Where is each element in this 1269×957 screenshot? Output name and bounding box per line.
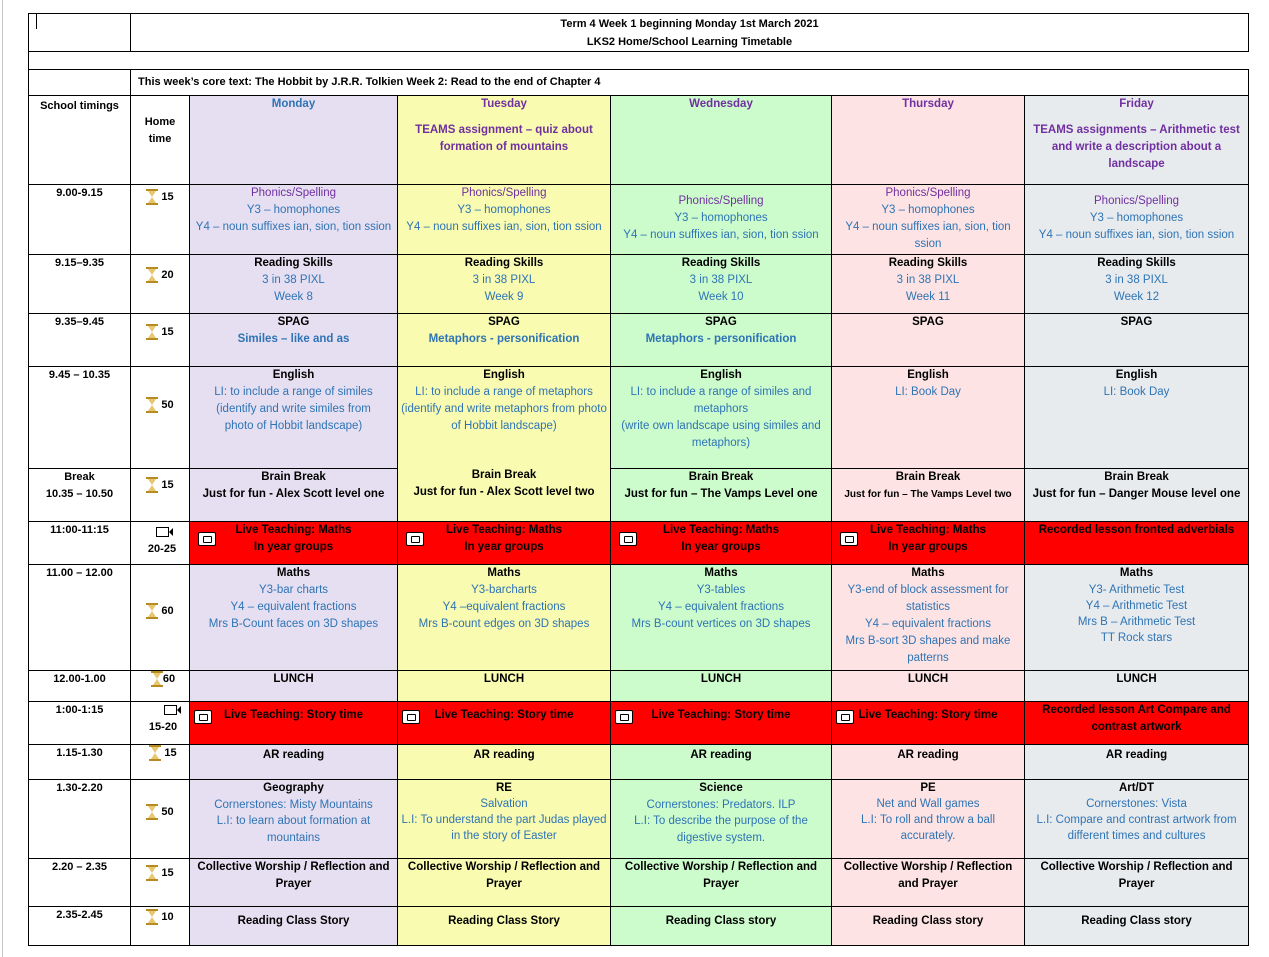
txt: L.I: To roll and throw a ball accurately. (860, 814, 996, 842)
time-cell: 9.35–9.45 (29, 314, 131, 367)
phonics-thursday (832, 185, 1025, 255)
txt: LI: to include a range of similes and metaphors (630, 386, 812, 415)
txt: Just for fun – The Vamps Level one (624, 488, 818, 500)
maths-monday (190, 565, 398, 671)
worship-monday: Collective Worship / Reflection and Prayer (190, 859, 398, 907)
txt: English (272, 369, 315, 381)
time-cell: 1.15-1.30 (29, 745, 131, 780)
txt: SPAG (1120, 316, 1153, 328)
break-wednesday (611, 469, 832, 522)
txt: Cornerstones: Misty Mountains (214, 798, 373, 811)
txt: Brain Break (1104, 471, 1169, 483)
video-camera-icon[interactable] (406, 532, 424, 546)
window-edge (2, 0, 3, 957)
ar-tuesday: AR reading (398, 745, 611, 780)
txt: 3 in 38 PIXL (896, 274, 960, 286)
class-story-monday: Reading Class Story (190, 907, 398, 946)
english-thursday (832, 367, 1025, 469)
txt: Mrs B-count vertices on 3D shapes (631, 618, 811, 630)
hourglass-icon (146, 804, 158, 820)
txt: SPAG (277, 316, 310, 328)
class-story-friday: Reading Class story (1025, 907, 1249, 946)
txt: English (907, 369, 949, 381)
hourglass-icon (146, 477, 158, 493)
txt: Week 10 (698, 291, 744, 303)
txt: Mrs B-count edges on 3D shapes (418, 618, 590, 630)
home-cell (131, 745, 190, 780)
txt: Y4 – noun suffixes ian, sion, tion ssion (406, 221, 602, 233)
foundation-monday (190, 780, 398, 859)
mins: 20-25 (147, 543, 177, 555)
txt: Y4 – equivalent fractions (230, 601, 357, 613)
txt: L.I: to learn about formation at mountains (216, 815, 371, 844)
txt: Y3 – homophones (457, 204, 551, 216)
reading-friday (1025, 255, 1249, 314)
txt: Mrs B-sort 3D shapes and make patterns (845, 635, 1011, 664)
txt: Just for fun - Alex Scott level two (413, 486, 595, 498)
day-friday (1025, 96, 1249, 185)
txt: Maths (487, 567, 521, 579)
txt: Reading Skills (254, 257, 333, 269)
txt: Art/DT (1118, 782, 1155, 794)
video-camera-icon[interactable] (836, 710, 854, 724)
title-line-1: Term 4 Week 1 beginning Monday 1st March 2021 (560, 18, 819, 30)
txt: In year groups (888, 541, 968, 553)
mins: 10 (161, 911, 174, 923)
reading-wednesday (611, 255, 832, 314)
hourglass-icon (149, 745, 161, 761)
txt: TT Rock stars (1100, 632, 1173, 644)
txt: LI: to include a range of metaphors (identify and write metaphors from photo of Hobbit landscape) (401, 386, 607, 432)
lunch-thursday: LUNCH (832, 671, 1025, 702)
txt: Reading Skills (681, 257, 761, 269)
core-text: This week’s core text: The Hobbit by J.R.R. Tolkien Week 2: Read to the end of Chapter 4 (131, 70, 1249, 96)
row-worship (29, 859, 1249, 907)
home-cell (131, 565, 190, 671)
txt: Y3 – homophones (1089, 212, 1184, 224)
live-maths-tuesday[interactable] (398, 522, 611, 565)
worship-tuesday: Collective Worship / Reflection and Prayer (398, 859, 611, 907)
txt: Live Teaching: Story time (651, 709, 791, 721)
foundation-friday (1025, 780, 1249, 859)
txt: Live Teaching: Maths (445, 524, 563, 536)
class-story-wednesday: Reading Class story (611, 907, 832, 946)
txt: Just for fun - Alex Scott level one (202, 488, 385, 500)
day-note: TEAMS assignments – Arithmetic test and write a description about a landscape (1033, 124, 1240, 170)
home-cell (131, 185, 190, 255)
txt: Phonics/Spelling (1094, 195, 1180, 207)
home-cell (131, 469, 190, 522)
txt: Y4 – noun suffixes ian, sion, tion ssion (1038, 229, 1235, 241)
txt: Similes – like and as (237, 333, 350, 345)
row-english (29, 367, 1249, 469)
txt: 3 in 38 PIXL (1105, 274, 1168, 286)
class-story-tuesday: Reading Class Story (398, 907, 611, 946)
txt: SPAG (488, 316, 520, 328)
video-camera-icon[interactable] (198, 532, 216, 546)
video-camera-icon[interactable] (840, 532, 858, 546)
video-camera-icon[interactable] (402, 710, 420, 724)
story-friday[interactable]: Recorded lesson Art Compare and contrast artwork (1025, 702, 1249, 745)
time-cell: 11.00 – 12.00 (29, 565, 131, 671)
foundation-tuesday (398, 780, 611, 859)
txt: LI: Book Day (1103, 386, 1170, 398)
txt: SPAG (705, 316, 737, 328)
txt: Just for fun – Danger Mouse level one (1032, 488, 1241, 500)
txt: Metaphors - personification (428, 333, 580, 345)
home-cell (131, 522, 190, 565)
txt: Salvation (480, 798, 528, 810)
row-reading (29, 255, 1249, 314)
reading-tuesday (398, 255, 611, 314)
txt: English (700, 369, 742, 381)
reading-monday (190, 255, 398, 314)
txt: Brain Break (471, 469, 537, 481)
mins: 15 (161, 326, 174, 338)
live-maths-monday[interactable] (190, 522, 398, 565)
txt: Y4 – equivalent fractions (865, 618, 991, 630)
time-cell: 2.35-2.45 (29, 907, 131, 946)
maths-tuesday (398, 565, 611, 671)
row-spag (29, 314, 1249, 367)
mins: 50 (161, 806, 174, 818)
home-cell (131, 702, 190, 745)
text-cursor (36, 13, 37, 29)
row-foundation (29, 780, 1249, 859)
english-tuesday (398, 367, 611, 522)
timetable (28, 13, 1249, 946)
time-cell: 9.15–9.35 (29, 255, 131, 314)
english-monday (190, 367, 398, 469)
txt: Live Teaching: Story time (858, 709, 998, 721)
txt: Y4 – Arithmetic Test (1085, 600, 1188, 612)
txt: L.I: Compare and contrast artwork from different times and cultures (1036, 814, 1237, 842)
corner-cell (29, 14, 131, 52)
txt: 3 in 38 PIXL (472, 274, 536, 286)
time-cell: 9.00-9.15 (29, 185, 131, 255)
txt: Y4 – noun suffixes ian, sion, tion ssion (195, 221, 392, 233)
time-cell (29, 469, 131, 522)
ar-friday: AR reading (1025, 745, 1249, 780)
txt: In year groups (253, 541, 334, 553)
title-line-2: LKS2 Home/School Learning Timetable (586, 36, 793, 48)
txt: Just for fun – The Vamps Level two (844, 489, 1012, 500)
txt: Science (699, 782, 743, 794)
txt: Phonics/Spelling (678, 195, 764, 207)
txt: Y3-barcharts (471, 584, 537, 596)
time-cell: 9.45 – 10.35 (29, 367, 131, 469)
story-wednesday[interactable] (611, 702, 832, 745)
hourglass-icon (146, 189, 158, 205)
txt: Reading Skills (464, 257, 544, 269)
story-tuesday[interactable] (398, 702, 611, 745)
txt: (write own landscape using similes and metaphors) (621, 420, 821, 449)
txt: L.I: To describe the purpose of the digestive system. (634, 815, 808, 844)
home-cell (131, 367, 190, 469)
txt: Live Teaching: Maths (869, 524, 987, 536)
txt: Week 11 (905, 291, 951, 303)
maths-friday (1025, 565, 1249, 671)
txt: Week 12 (1113, 291, 1160, 303)
mins: 60 (161, 605, 174, 617)
txt: L.I: To understand the part Judas played in the story of Easter (401, 814, 607, 842)
time-cell: 12.00-1.00 (29, 671, 131, 702)
live-maths-wednesday[interactable] (611, 522, 832, 565)
txt: Live Teaching: Story time (434, 709, 574, 721)
txt: Y4 – noun suffixes ian, sion, tion ssion (623, 229, 819, 241)
hourglass-icon (146, 865, 158, 881)
txt: Phonics/Spelling (885, 187, 971, 199)
mins: 20 (161, 269, 174, 281)
foundation-thursday (832, 780, 1025, 859)
english-friday (1025, 367, 1249, 469)
txt: Mrs B – Arithmetic Test (1077, 616, 1196, 628)
class-story-thursday: Reading Class story (832, 907, 1025, 946)
video-camera-icon[interactable] (615, 710, 633, 724)
story-monday[interactable] (190, 702, 398, 745)
txt: 3 in 38 PIXL (262, 274, 325, 286)
video-camera-icon[interactable] (194, 710, 212, 724)
live-maths-friday[interactable]: Recorded lesson fronted adverbials (1025, 522, 1249, 565)
txt: Y4 – noun suffixes ian, sion, tion ssion (845, 221, 1011, 250)
break-monday (190, 469, 398, 522)
txt: RE (496, 782, 512, 794)
mins: 15-20 (148, 721, 178, 733)
english-wednesday (611, 367, 832, 469)
txt: Brain Break (688, 471, 754, 483)
home-time-header: Home time (131, 96, 190, 185)
txt: English (1115, 369, 1158, 381)
txt: PE (920, 782, 936, 794)
spag-wednesday (611, 314, 832, 367)
video-camera-icon (164, 705, 177, 715)
day-label: Tuesday (481, 98, 527, 110)
phonics-monday (190, 185, 398, 255)
day-label: Wednesday (689, 98, 753, 110)
live-maths-thursday[interactable] (832, 522, 1025, 565)
txt: Y3 – homophones (246, 204, 341, 216)
school-timings-header: School timings (29, 96, 131, 185)
txt: Reading Skills (888, 257, 968, 269)
txt: Phonics/Spelling (250, 187, 337, 199)
txt: Y4 – equivalent fractions (658, 601, 784, 613)
txt: Y3- Arithmetic Test (1088, 584, 1185, 596)
timetable-title (131, 14, 1249, 52)
txt: Y4 –equivalent fractions (442, 601, 566, 613)
hourglass-icon (151, 671, 163, 687)
txt: Live Teaching: Maths (235, 524, 352, 536)
home-cell (131, 780, 190, 859)
day-thursday (832, 96, 1025, 185)
video-camera-icon[interactable] (619, 532, 637, 546)
txt: Brain Break (895, 471, 961, 483)
txt: SPAG (912, 316, 944, 328)
blank-cell (29, 70, 131, 96)
txt: Maths (704, 567, 738, 579)
ar-monday: AR reading (190, 745, 398, 780)
txt: Break (64, 471, 95, 483)
home-cell (131, 907, 190, 946)
txt: Geography (263, 782, 324, 794)
mins: 60 (162, 673, 176, 685)
txt: LI: to include a range of similes (identify and write similes from photo of Hobbit landscape) (214, 386, 373, 432)
day-tuesday (398, 96, 611, 185)
lunch-wednesday: LUNCH (611, 671, 832, 702)
spag-friday (1025, 314, 1249, 367)
time-cell: 11:00-11:15 (29, 522, 131, 565)
day-wednesday (611, 96, 832, 185)
home-cell (131, 255, 190, 314)
txt: Maths (1119, 567, 1154, 579)
story-thursday[interactable] (832, 702, 1025, 745)
txt: Metaphors - personification (645, 333, 797, 345)
hourglass-icon (146, 324, 158, 340)
row-break (29, 469, 1249, 522)
txt: Phonics/Spelling (461, 187, 547, 199)
txt: Y3-end of block assessment for statistics (847, 584, 1009, 613)
txt: Mrs B-Count faces on 3D shapes (208, 618, 379, 630)
day-monday (190, 96, 398, 185)
spag-monday (190, 314, 398, 367)
video-camera-icon (156, 527, 169, 537)
txt: In year groups (681, 541, 761, 553)
txt: 10.35 – 10.50 (45, 488, 114, 500)
hourglass-icon (146, 397, 158, 413)
txt: 3 in 38 PIXL (689, 274, 753, 286)
mins: 15 (161, 867, 174, 879)
row-class-story (29, 907, 1249, 946)
mins: 15 (161, 479, 174, 491)
txt: Y3 – homophones (674, 212, 768, 224)
txt: Y3 – homophones (881, 204, 975, 216)
ar-wednesday: AR reading (611, 745, 832, 780)
lunch-friday: LUNCH (1025, 671, 1249, 702)
row-ar-reading (29, 745, 1249, 780)
txt: Week 8 (274, 291, 313, 303)
worship-thursday: Collective Worship / Reflection and Prayer (832, 859, 1025, 907)
foundation-wednesday (611, 780, 832, 859)
hourglass-icon (146, 603, 158, 619)
home-cell (131, 859, 190, 907)
txt: Live Teaching: Story time (223, 709, 364, 721)
maths-thursday (832, 565, 1025, 671)
phonics-tuesday (398, 185, 611, 255)
txt: In year groups (464, 541, 544, 553)
break-friday (1025, 469, 1249, 522)
txt: English (483, 369, 525, 381)
home-cell (131, 671, 190, 702)
txt: Net and Wall games (876, 798, 980, 810)
txt: Week 9 (484, 291, 524, 303)
day-label: Monday (271, 98, 316, 110)
worship-friday: Collective Worship / Reflection and Prayer (1025, 859, 1249, 907)
row-phonics (29, 185, 1249, 255)
hourglass-icon (146, 909, 158, 925)
time-cell: 1.30-2.20 (29, 780, 131, 859)
day-label: Thursday (902, 98, 954, 110)
txt: Maths (276, 567, 311, 579)
row-lunch (29, 671, 1249, 702)
row-maths (29, 565, 1249, 671)
lunch-monday: LUNCH (190, 671, 398, 702)
row-live-maths (29, 522, 1249, 565)
lunch-tuesday: LUNCH (398, 671, 611, 702)
row-story (29, 702, 1249, 745)
break-thursday (832, 469, 1025, 522)
spag-thursday (832, 314, 1025, 367)
txt: Brain Break (261, 471, 326, 483)
mins: 15 (164, 747, 177, 759)
txt: Reading Skills (1097, 257, 1176, 269)
home-cell (131, 314, 190, 367)
txt: LI: Book Day (895, 386, 961, 398)
txt: Maths (911, 567, 945, 579)
time-cell: 1:00-1:15 (29, 702, 131, 745)
maths-wednesday (611, 565, 832, 671)
phonics-friday (1025, 185, 1249, 255)
hourglass-icon (146, 267, 158, 283)
txt: Y3-tables (696, 584, 746, 596)
mins: 50 (161, 399, 174, 411)
phonics-wednesday (611, 185, 832, 255)
reading-thursday (832, 255, 1025, 314)
time-cell: 2.20 – 2.35 (29, 859, 131, 907)
txt: Cornerstones: Predators. ILP (646, 798, 796, 811)
day-note: TEAMS assignment – quiz about formation of mountains (415, 124, 593, 153)
txt: Live Teaching: Maths (662, 524, 780, 536)
spag-tuesday (398, 314, 611, 367)
txt: Y3-bar charts (258, 584, 329, 596)
txt: Cornerstones: Vista (1086, 798, 1187, 810)
worship-wednesday: Collective Worship / Reflection and Prayer (611, 859, 832, 907)
ar-thursday: AR reading (832, 745, 1025, 780)
mins: 15 (161, 191, 174, 203)
day-label: Friday (1119, 98, 1154, 110)
